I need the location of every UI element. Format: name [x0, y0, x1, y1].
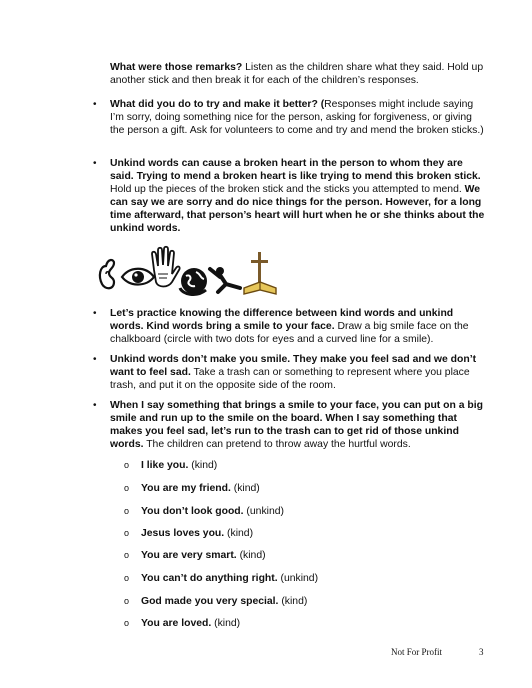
item-phrase: You are loved.: [141, 618, 212, 629]
hand-icon: [152, 247, 180, 287]
item-phrase: I like you.: [141, 460, 189, 471]
item-label: (kind): [211, 618, 241, 629]
list-item: [124, 527, 253, 540]
ear-icon: [100, 260, 114, 288]
list-item: [124, 549, 266, 562]
paragraph-make-better: [110, 98, 488, 137]
paragraph-unkind-words: [110, 353, 488, 392]
bullet: •: [93, 99, 97, 110]
body-text: Listen as the children share what they said. Hold up another stick and then break it for each of the children’s responses.: [110, 62, 484, 86]
paragraph-kind-words: [110, 307, 488, 346]
bold-text: We can say we are sorry and do nice things for the person. However, for a long time afterward, that person’s heart will hurt when he or she thinks about the unkind words.: [110, 184, 485, 234]
footer-text: Not For Profit: [391, 647, 443, 657]
item-label: (kind): [224, 528, 254, 539]
bullet: •: [93, 354, 97, 365]
page-number: 3: [479, 647, 484, 657]
paragraph-game-instructions: [110, 399, 488, 451]
paragraph-broken-heart: [110, 157, 488, 235]
bold-lead: What did you do to try and make it better? (: [110, 99, 325, 110]
bold-lead: What were those remarks?: [110, 62, 243, 73]
item-label: (unkind): [277, 573, 319, 584]
item-phrase: God made you very special.: [141, 596, 279, 607]
bold-lead: Unkind words don’t make you smile. They make you feel sad and we don’t want to feel sad.: [110, 354, 477, 378]
eye-icon: [122, 269, 154, 285]
paragraph-remarks: [110, 61, 488, 87]
globe-icon: [180, 268, 207, 294]
body-text: Hold up the pieces of the broken stick and the sticks you attempted to mend.: [110, 184, 465, 195]
body-text: Responses might include saying I’m sorry, doing something nice for the person, asking for forgiveness, or giving the person a gift. Ask for volunteers to come and try and mend the broken sticks.): [110, 99, 484, 136]
bold-lead: When I say something that brings a smile to your face, you can put on a big smile and run up to the smile on the board. When I say something that makes you feel sad, let’s run to the trash can to get rid of those unkind words.: [110, 400, 483, 450]
bullet: •: [93, 400, 97, 411]
list-item: [124, 595, 307, 608]
list-marker: o: [124, 596, 130, 606]
list-marker: o: [124, 460, 130, 470]
item-label: (kind): [188, 460, 218, 471]
item-label: (kind): [278, 596, 308, 607]
list-marker: o: [124, 550, 130, 560]
bold-lead: Unkind words can cause a broken heart in the person to whom they are said. Trying to mend a broken heart is like trying to mend this broken stick.: [110, 158, 481, 182]
list-marker: o: [124, 528, 130, 538]
body-text: The children can pretend to throw away the hurtful words.: [143, 439, 411, 450]
body-text: Take a trash can or something to represent where you place trash, and put it on the opposite side of the room.: [110, 367, 470, 391]
item-phrase: You can’t do anything right.: [141, 573, 278, 584]
bold-lead: Let’s practice knowing the difference between kind words and unkind words. Kind words bring a smile to your face.: [110, 308, 454, 332]
item-phrase: You are my friend.: [141, 483, 231, 494]
item-label: (kind): [230, 483, 260, 494]
list-item: [124, 572, 318, 585]
bullet: •: [93, 158, 97, 169]
item-label: (kind): [236, 550, 266, 561]
item-phrase: You are very smart.: [141, 550, 237, 561]
list-item: [124, 459, 217, 472]
list-item: [124, 505, 284, 518]
bullet: •: [93, 308, 97, 319]
item-phrase: Jesus loves you.: [141, 528, 225, 539]
list-marker: o: [124, 506, 130, 516]
person-stretching-icon: [210, 267, 240, 292]
item-phrase: You don’t look good.: [141, 506, 244, 517]
list-item: [124, 617, 240, 630]
list-marker: o: [124, 618, 130, 628]
list-marker: o: [124, 483, 130, 493]
list-marker: o: [124, 573, 130, 583]
body-text: Draw a big smile face on the chalkboard (circle with two dots for eyes and a curved line for a smile).: [110, 321, 469, 345]
list-item: [124, 482, 260, 495]
item-label: (unkind): [243, 506, 284, 517]
cross-bible-icon: [244, 252, 276, 294]
clipart-strip: [92, 244, 284, 300]
